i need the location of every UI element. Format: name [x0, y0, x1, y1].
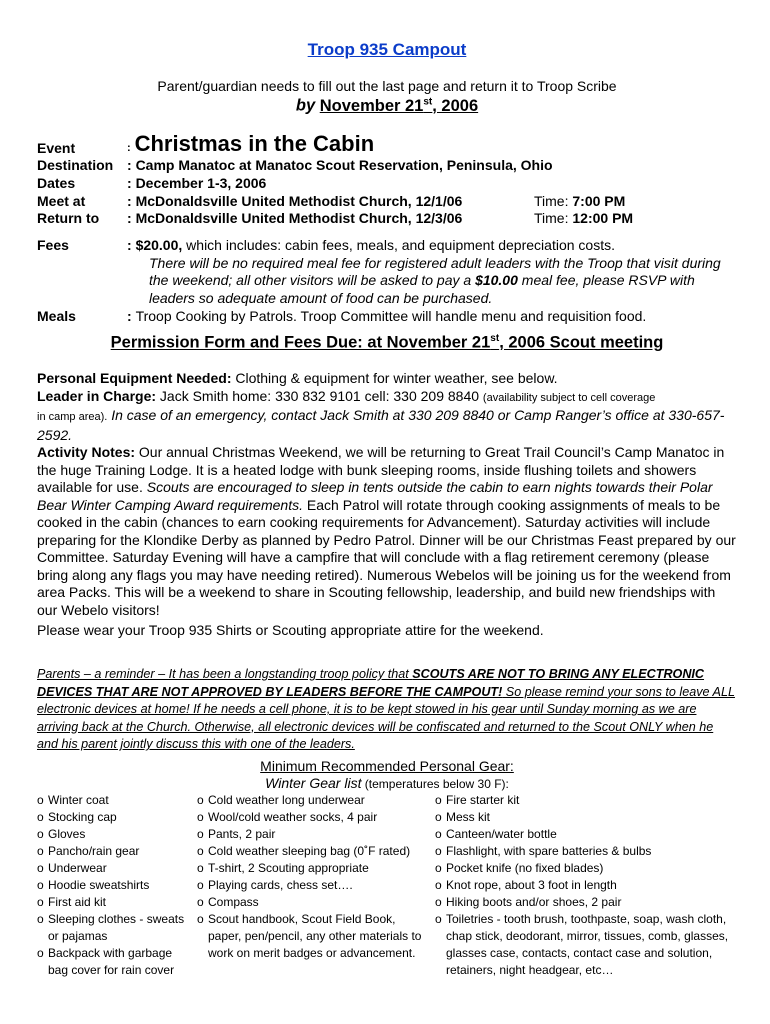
deadline-by: by [295, 96, 316, 115]
page-title: Troop 935 Campout [307, 40, 467, 59]
gear-list-item: o Flashlight, with spare batteries & bulbs [435, 844, 652, 858]
gear-list-item: o Hoodie sweatshirts [37, 878, 150, 892]
gear-column-1 [37, 792, 187, 979]
gear-list-item: o Playing cards, chess set…. [197, 878, 353, 892]
bullet-icon: o [37, 878, 44, 892]
fees-note: There will be no required meal fee for registered adult leaders with the Troop that visit during the weekend; all other visitors will be asked to pay a $10.00 meal fee, please RSVP with leaders so adequate amount of food can be purchased. [149, 254, 721, 306]
gear-list-item: o Hiking boots and/or shoes, 2 pair [435, 895, 622, 909]
bullet-icon: o [37, 827, 44, 841]
gear-list-item: o Underwear [37, 861, 107, 875]
event-label: Event [37, 140, 76, 156]
bullet-icon: o [197, 912, 204, 926]
bullet-icon: o [435, 810, 442, 824]
bullet-icon: o [197, 793, 204, 807]
meals-value: : Troop Cooking by Patrols. Troop Committee will handle menu and requisition food. [127, 308, 647, 324]
deadline [37, 96, 737, 116]
gear-list-item: o Fire starter kit [435, 793, 520, 807]
gear-list-item: o Stocking cap [37, 810, 117, 824]
bullet-icon: o [435, 827, 442, 841]
gear-list-item: o Knot rope, about 3 foot in length [435, 878, 617, 892]
bullet-icon: o [197, 878, 204, 892]
gear-list-item: o Backpack with garbage bag cover for rain cover [37, 946, 175, 977]
winter-gear-heading: Winter Gear list (temperatures below 30 F): [265, 775, 509, 791]
electronics-reminder: Parents – a reminder – It has been a longstanding troop policy that SCOUTS ARE NOT TO BRING ANY ELECTRONIC DEVICES THAT ARE NOT APPROVED BY LEADERS BEFORE THE CAMPOUT! So please remind your sons to leave ALL electronic devices at home! If he needs a cell phone, it is to be kept stowed in his gear until Sunday morning as we are arriving back at the Church. Otherwise, all electronic devices will be confiscated and returned to the Scout ONLY when he and his parent jointly discuss this with one of the leaders. [37, 667, 735, 751]
return-time: Time: 12:00 PM [534, 210, 634, 226]
gear-list-item: o Pants, 2 pair [197, 827, 276, 841]
bullet-icon: o [435, 895, 442, 909]
destination-label: Destination [37, 157, 114, 173]
bullet-icon: o [435, 861, 442, 875]
gear-list-item: o Cold weather long underwear [197, 793, 365, 807]
bullet-icon: o [37, 793, 44, 807]
fees-amount: $20.00, [135, 237, 183, 253]
gear-list-item: o Scout handbook, Scout Field Book, paper, pen/pencil, any other materials to work on merit badges or advancement. [197, 912, 422, 960]
bullet-icon: o [435, 878, 442, 892]
destination-value: : Camp Manatoc at Manatoc Scout Reservation, Peninsula, Ohio [127, 157, 553, 173]
bullet-icon: o [435, 844, 442, 858]
gear-list-item: o First aid kit [37, 895, 107, 909]
gear-list-item: o Sleeping clothes - sweats or pajamas [37, 912, 185, 943]
deadline-date: November 21st, 2006 [319, 96, 479, 115]
gear-heading: Minimum Recommended Personal Gear: [260, 758, 514, 774]
dates-label: Dates [37, 175, 76, 191]
bullet-icon: o [197, 827, 204, 841]
bullet-icon: o [197, 810, 204, 824]
bullet-icon: o [37, 895, 44, 909]
meet-label: Meet at [37, 193, 86, 209]
bullet-icon: o [435, 912, 442, 926]
bullet-icon: o [37, 844, 44, 858]
return-label: Return to [37, 210, 100, 226]
page-subtitle: Parent/guardian needs to fill out the last page and return it to Troop Scribe [157, 78, 617, 94]
gear-list-item: o Mess kit [435, 810, 491, 824]
leader-paragraph-cont: in camp area). In case of an emergency, contact Jack Smith at 330 209 8840 or Camp Ranger’s office at 330-657-2592. [37, 407, 725, 443]
activity-paragraph: Activity Notes: Our annual Christmas Weekend, we will be returning to Great Trail Council’s Camp Manatoc in the huge Training Lodge. It is a heated lodge with bunk sleeping rooms, inside flushing toilets and showers available for use. Scouts are encouraged to sleep in tents outside the cabin to earn nights towards their Polar Bear Winter Camping Award requirements. Each Patrol will rotate through cooking assignments of meals to be cooked in the cabin (chances to earn cooking requirements for Advancement). Saturday activities will include preparing for the Klondike Derby as planned by Pedro Patrol. Dinner will be our Christmas Feast prepared by our Committee. Saturday Evening will have a campfire that will conclude with a flag retirement ceremony (please bring along any flags you may have needing retired). Numerous Webelos will be joining us for the weekend from area Packs. This will be a weekend to share in Scouting fellowship, leadership, and build new friendships with our Webelo visitors! [37, 444, 736, 618]
meet-value: : McDonaldsville United Methodist Church, 12/1/06 [127, 193, 463, 209]
meet-time: Time: 7:00 PM [534, 193, 626, 209]
bullet-icon: o [197, 844, 204, 858]
gear-list-item: o Toiletries - tooth brush, toothpaste, soap, wash cloth, chap stick, deodorant, mirror, tissues, comb, glasses, glasses case, contacts, contact case and solution, retainers, night headgear, etc… [435, 912, 729, 977]
gear-list-item: o Canteen/water bottle [435, 827, 557, 841]
return-value: : McDonaldsville United Methodist Church, 12/3/06 [127, 210, 463, 226]
fees-text: : $20.00, which includes: cabin fees, meals, and equipment depreciation costs. There will be no required meal fee for registered adult leaders with the Troop that visit during the weekend; all other visitors will be asked to pay a $10.00 meal fee, please RSVP with leaders so adequate amount of food can be purchased. [127, 237, 737, 307]
bullet-icon: o [37, 912, 44, 926]
bullet-icon: o [37, 946, 44, 960]
dates-value: : December 1-3, 2006 [127, 175, 267, 191]
gear-list-item: o Compass [197, 895, 259, 909]
bullet-icon: o [197, 861, 204, 875]
equipment-paragraph: Personal Equipment Needed: Clothing & equipment for winter weather, see below. [37, 370, 558, 386]
meals-label: Meals [37, 308, 76, 324]
gear-list-item: o T-shirt, 2 Scouting appropriate [197, 861, 369, 875]
body-text [37, 370, 737, 640]
gear-list-item: o Wool/cold weather socks, 4 pair [197, 810, 378, 824]
attire-paragraph: Please wear your Troop 935 Shirts or Scouting appropriate attire for the weekend. [37, 622, 544, 638]
bullet-icon: o [197, 895, 204, 909]
gear-column-2 [197, 792, 427, 962]
gear-list-item: o Winter coat [37, 793, 109, 807]
permission-heading: Permission Form and Fees Due: at November 21st, 2006 Scout meeting [110, 333, 664, 352]
gear-list-item: o Pocket knife (no fixed blades) [435, 861, 604, 875]
leader-paragraph: Leader in Charge: Jack Smith home: 330 832 9101 cell: 330 209 8840 (availability subject to cell coverage [37, 387, 656, 404]
gear-column-3 [435, 792, 735, 979]
bullet-icon: o [37, 810, 44, 824]
bullet-icon: o [435, 793, 442, 807]
gear-list-item: o Gloves [37, 827, 86, 841]
bullet-icon: o [37, 861, 44, 875]
gear-list-item: o Cold weather sleeping bag (0˚F rated) [197, 844, 411, 858]
event-value: : Christmas in the Cabin [127, 131, 375, 156]
gear-list-item: o Pancho/rain gear [37, 844, 140, 858]
fees-label: Fees [37, 237, 69, 253]
